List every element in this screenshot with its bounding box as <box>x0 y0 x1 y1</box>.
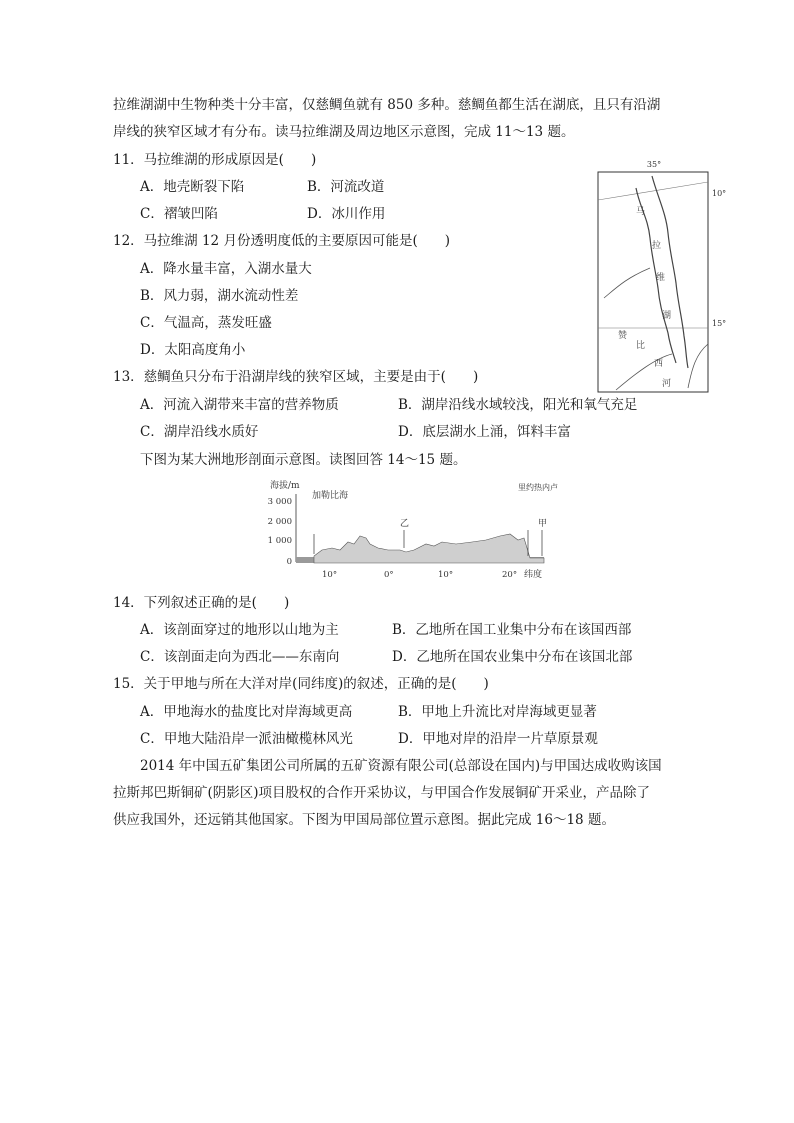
q13-stem: 13．慈鲷鱼只分布于沿湖岸线的狭窄区域，主要是由于( ) <box>113 369 479 385</box>
q12-option-c: C．气温高，蒸发旺盛 <box>140 315 272 331</box>
q12-stem: 12．马拉维湖 12 月份透明度低的主要原因可能是( ) <box>113 233 450 249</box>
profile-x-tick-10n: 10° <box>322 570 338 580</box>
profile-y-tick-0: 0 <box>286 557 292 567</box>
profile-x-tick-10s: 10° <box>438 570 454 580</box>
q13-option-a: A．河流入湖带来丰富的营养物质 <box>140 397 339 413</box>
terrain-profile-figure <box>266 476 556 584</box>
map-char-he: 河 <box>662 379 672 389</box>
intro-line-1: 拉维湖湖中生物种类十分丰富，仅慈鲷鱼就有 850 多种。慈鲷鱼都生活在湖底，且只有沿湖 <box>113 97 661 113</box>
map-char-bi: 比 <box>636 341 646 351</box>
q11-option-c: C．褶皱凹陷 <box>140 206 218 222</box>
profile-intro: 下图为某大洲地形剖面示意图。读图回答 14～15 题。 <box>140 452 467 468</box>
q13-option-d: D．底层湖水上涌，饵料丰富 <box>398 424 571 440</box>
q12-option-d: D．太阳高度角小 <box>140 342 246 358</box>
q15-option-b: B．甲地上升流比对岸海域更显著 <box>398 704 597 720</box>
q11-option-a: A．地壳断裂下陷 <box>140 179 245 195</box>
q11-option-b: B．河流改道 <box>307 179 385 195</box>
map-char-ma: 马 <box>636 207 646 217</box>
q14-option-c: C．该剖面走向为西北——东南向 <box>140 649 340 665</box>
profile-x-title: 纬度 <box>524 570 543 580</box>
profile-y-tick-3000: 3 000 <box>267 497 292 507</box>
malawi-lake-map <box>596 158 727 394</box>
q15-stem: 15．关于甲地与所在大洋对岸(同纬度)的叙述，正确的是( ) <box>113 676 489 692</box>
q11-stem: 11．马拉维湖的形成原因是( ) <box>113 152 317 168</box>
map-lat-top: 10° <box>712 189 727 198</box>
terrain-silhouette <box>314 534 544 563</box>
map-char-wei: 维 <box>656 273 666 283</box>
intro-line-2: 岸线的狭窄区域才有分布。读马拉维湖及周边地区示意图，完成 11～13 题。 <box>113 124 575 140</box>
profile-y-tick-2000: 2 000 <box>267 517 292 527</box>
profile-x-tick-0: 0° <box>384 570 394 580</box>
q15-option-c: C．甲地大陆沿岸一派油橄榄林风光 <box>140 731 353 747</box>
profile-x-tick-20s: 20° <box>502 570 518 580</box>
q15-option-d: D．甲地对岸的沿岸一片草原景观 <box>398 731 598 747</box>
q15-option-a: A．甲地海水的盐度比对岸海域更高 <box>140 704 353 720</box>
final-line-3: 供应我国外，还远销其他国家。下图为甲国局部位置示意图。据此完成 16～18 题。 <box>113 812 615 828</box>
q14-option-d: D．乙地所在国农业集中分布在该国北部 <box>392 649 633 665</box>
profile-y-title: 海拔/m <box>270 481 300 491</box>
q11-option-d: D．冰川作用 <box>307 206 386 222</box>
map-lon-label: 35° <box>646 160 662 169</box>
final-line-2: 拉斯邦巴斯铜矿(阴影区)项目股权的合作开采协议，与甲国合作发展铜矿开采业，产品除了 <box>113 785 651 801</box>
q12-option-a: A．降水量丰富，入湖水量大 <box>140 261 312 277</box>
map-char-zan: 赞 <box>618 331 628 341</box>
profile-label-rio: 里约热内卢 <box>518 483 558 492</box>
q14-option-b: B．乙地所在国工业集中分布在该国西部 <box>392 622 632 638</box>
map-char-hu: 湖 <box>662 311 672 321</box>
q13-option-c: C．湖岸沿线水质好 <box>140 424 259 440</box>
q14-option-a: A．该剖面穿过的地形以山地为主 <box>140 622 339 638</box>
q12-option-b: B．风力弱，湖水流动性差 <box>140 288 299 304</box>
map-char-xi: 西 <box>654 359 664 369</box>
final-line-1: 2014 年中国五矿集团公司所属的五矿资源有限公司(总部设在国内)与甲国达成收购该国 <box>140 758 662 774</box>
profile-y-tick-1000: 1 000 <box>267 536 292 546</box>
map-lat-bottom: 15° <box>712 319 727 328</box>
profile-label-yi: 乙 <box>400 519 410 529</box>
q13-option-b: B．湖岸沿线水域较浅，阳光和氧气充足 <box>398 397 638 413</box>
profile-label-caribbean: 加勒比海 <box>312 491 349 501</box>
map-char-la: 拉 <box>652 241 662 251</box>
profile-label-jia: 甲 <box>538 519 548 529</box>
q14-stem: 14．下列叙述正确的是( ) <box>113 595 290 611</box>
